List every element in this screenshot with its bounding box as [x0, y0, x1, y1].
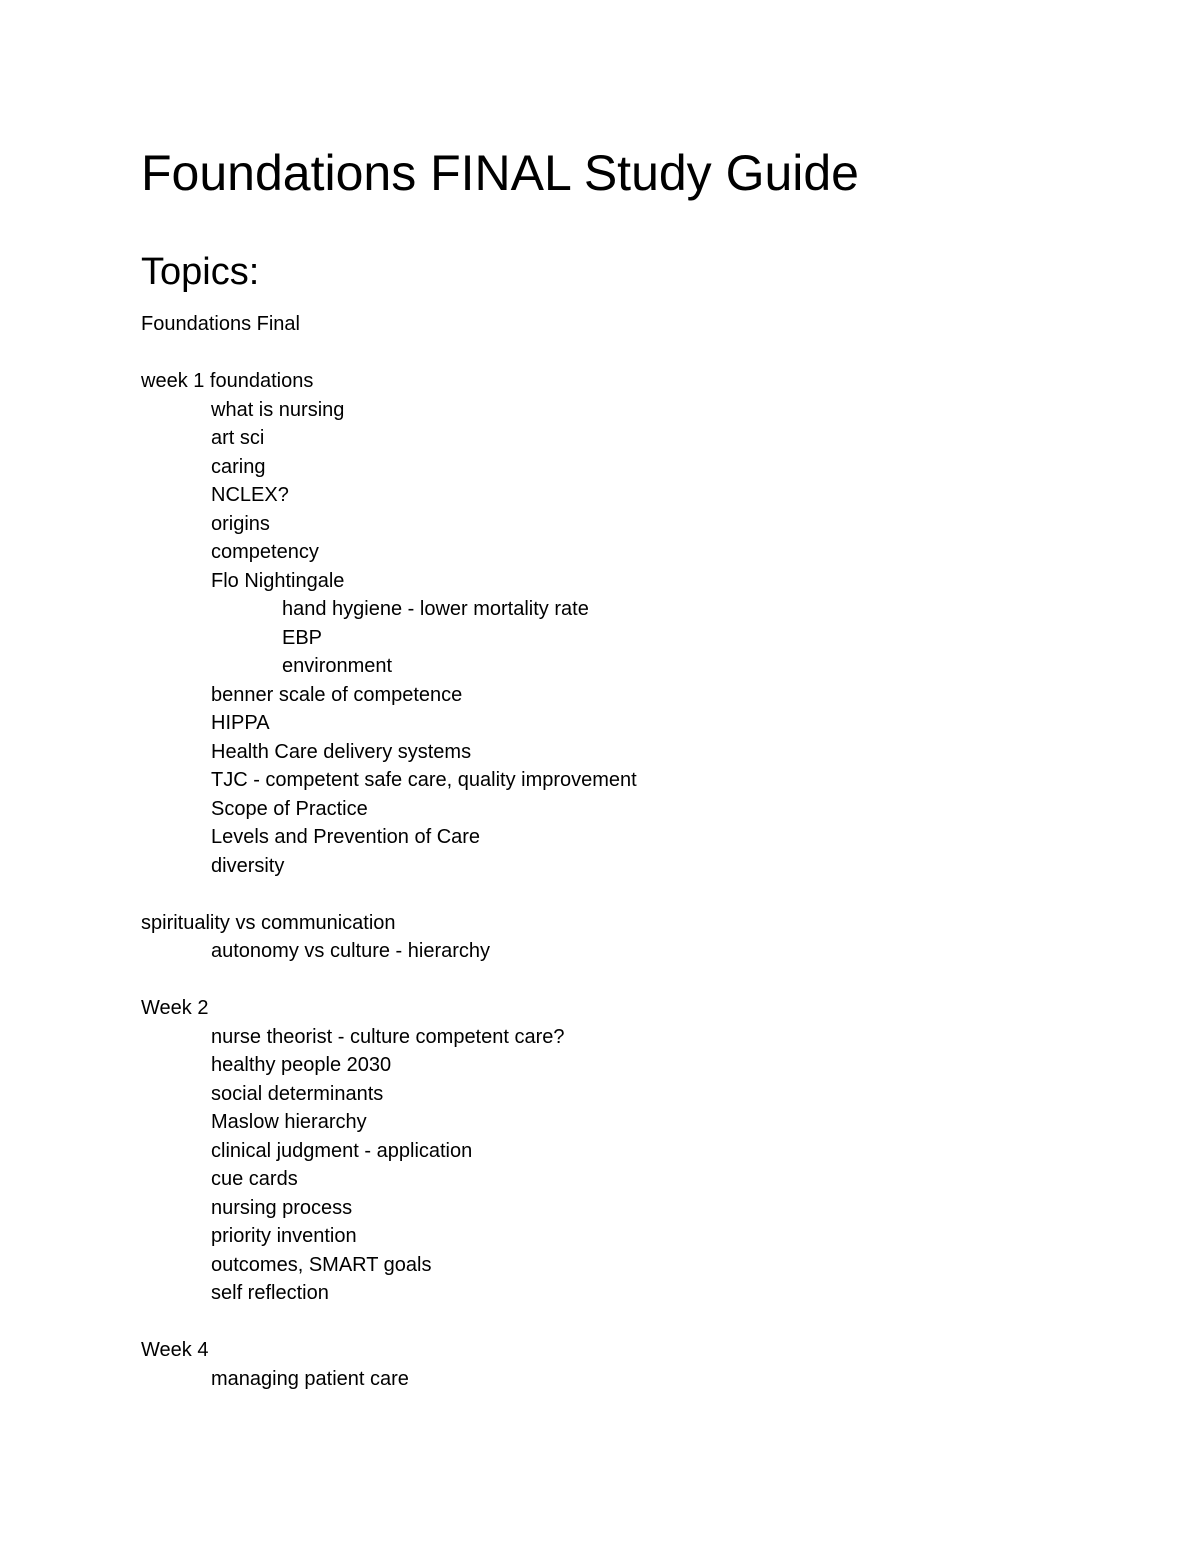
outline-subitem: EBP: [282, 626, 323, 649]
outline-item: autonomy vs culture - hierarchy: [211, 940, 491, 962]
outline-item: Levels and Prevention of Care: [211, 826, 481, 848]
outline-item: Health Care delivery systems: [211, 740, 472, 763]
outline-item: NCLEX?: [211, 484, 289, 506]
outline-item: Flo Nightingale: [211, 569, 345, 592]
outline-item: priority invention: [211, 1225, 357, 1247]
section-heading-week-4: Week 4: [141, 1339, 209, 1361]
outline-item: outcomes, SMART goals: [211, 1253, 432, 1276]
outline-item: cue cards: [211, 1168, 298, 1190]
blank-line: [141, 966, 637, 995]
topics-outline: [141, 310, 637, 1393]
outline-item: caring: [211, 455, 266, 478]
outline-intro: Foundations Final: [141, 313, 300, 335]
outline-item: art sci: [211, 427, 265, 449]
outline-item: what is nursing: [211, 398, 345, 421]
page-title: Foundations FINAL Study Guide: [141, 145, 859, 201]
outline-item: competency: [211, 541, 319, 563]
outline-item: benner scale of competence: [211, 683, 463, 706]
topics-heading: Topics:: [141, 251, 260, 293]
outline-item: social determinants: [211, 1082, 384, 1105]
outline-item: nurse theorist - culture competent care?: [211, 1025, 565, 1048]
blank-line: [141, 880, 637, 909]
blank-line: [141, 1308, 637, 1337]
outline-item: self reflection: [211, 1282, 329, 1304]
section-heading-week-2: Week 2: [141, 997, 209, 1019]
outline-item: managing patient care: [211, 1367, 409, 1390]
outline-item: clinical judgment - application: [211, 1139, 473, 1162]
outline-item: HIPPA: [211, 712, 270, 734]
section-heading-week-1: week 1 foundations: [141, 370, 314, 392]
outline-item: origins: [211, 512, 270, 535]
outline-item: healthy people 2030: [211, 1054, 392, 1076]
outline-item: nursing process: [211, 1196, 353, 1219]
outline-item: Scope of Practice: [211, 797, 368, 820]
outline-item: Maslow hierarchy: [211, 1111, 367, 1133]
outline-subitem: environment: [282, 655, 393, 677]
outline-subitem: hand hygiene - lower mortality rate: [282, 598, 589, 620]
blank-line: [141, 339, 637, 368]
outline-item: TJC - competent safe care, quality improvement: [211, 769, 637, 791]
outline-item: diversity: [211, 854, 285, 877]
section-heading-spirituality: spirituality vs communication: [141, 911, 396, 934]
